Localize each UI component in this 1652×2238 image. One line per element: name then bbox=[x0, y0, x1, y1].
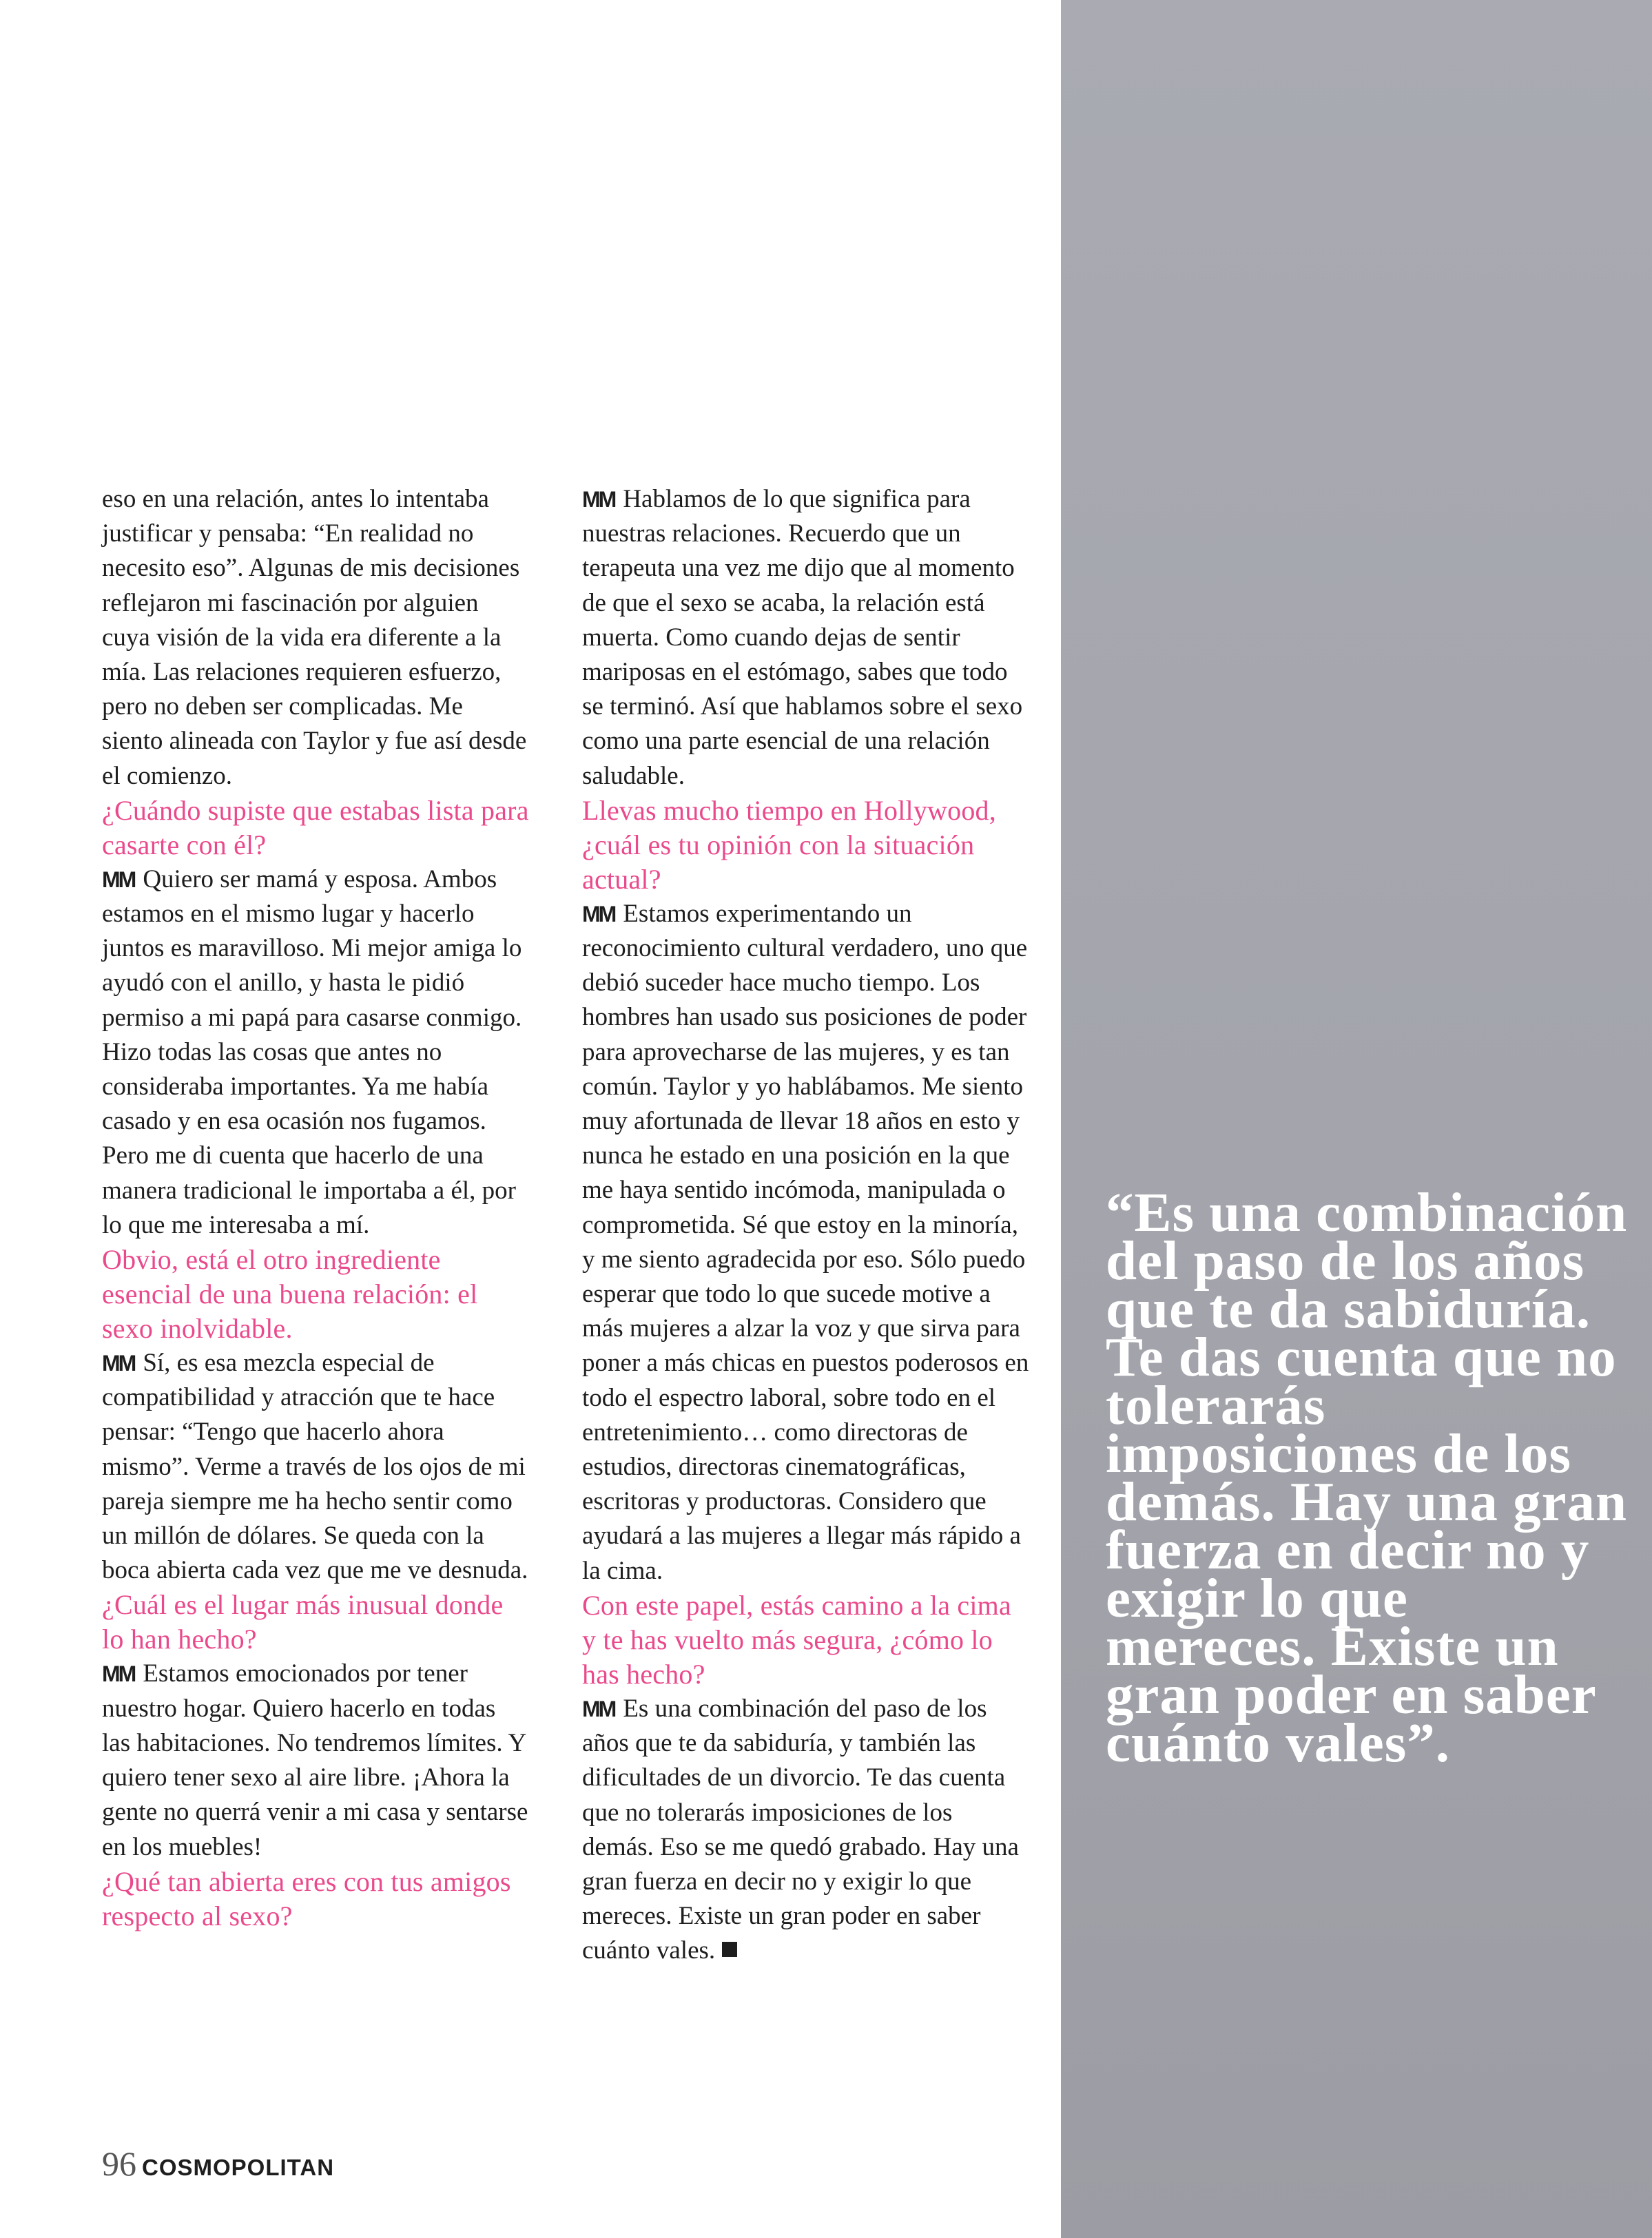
answer-paragraph bbox=[102, 862, 529, 1243]
answer-text: Quiero ser mamá y esposa. Ambos estamos en el mismo lugar y hacerlo juntos es maravilloso. Mi mejor amiga lo ayudó con el anillo, y hasta le pidió permiso a mi papá para casarse conmigo. Hizo todas las cosas que antes no consideraba importantes. Ya me había casado y en esa ocasión nos fugamos. Pero me di cuenta que hacerlo de una manera tradicional le importaba a él, por lo que me interesaba a mí. bbox=[102, 864, 522, 1239]
question-heading: ¿Cuál es el lugar más inusual donde lo han hecho? bbox=[102, 1589, 504, 1655]
pull-quote: “Es una combinación del paso de los años que te da sabiduría. Te das cuenta que no tolerarás imposiciones de los demás. Hay una gran fuerza en decir no y exigir lo que mereces. Existe un gran poder en saber cuánto vales”. bbox=[1106, 1181, 1628, 1774]
magazine-name: COSMOPOLITAN bbox=[142, 2155, 335, 2180]
answer-paragraph bbox=[582, 897, 1030, 1588]
mm-initials-marker: MM bbox=[582, 487, 615, 512]
question-heading: Obvio, está el otro ingrediente esencial de una buena relación: el sexo inolvidable. bbox=[102, 1244, 478, 1345]
answer-text: Estamos emocionados por tener nuestro hogar. Quiero hacerlo en todas las habitaciones. No tendremos límites. Y quiero tener sexo al aire libre. ¡Ahora la gente no querrá venir a mi casa y sentarse en los muebles! bbox=[102, 1659, 528, 1861]
article-column-1 bbox=[102, 482, 529, 1934]
question-heading: Llevas mucho tiempo en Hollywood, ¿cuál es tu opinión con la situación actual? bbox=[582, 794, 996, 895]
answer-paragraph bbox=[102, 1657, 529, 1864]
answer-text: Estamos experimentando un reconocimiento cultural verdadero, uno que debió suceder hace mucho tiempo. Los hombres han usado sus posiciones de poder para aprovecharse de las mujeres, y es tan común. Taylor y yo hablábamos. Me siento muy afortunada de llevar 18 años en esto y nunca he estado en una posición en la que me haya sentido incómoda, manipulada o comprometida. Sé que estoy en la minoría, y me siento agradecida por eso. Sólo puedo esperar que todo lo que sucede motive a más mujeres a alzar la voz y que sirva para poner a más chicas en puestos poderosos en todo el espectro laboral, sobre todo en el entretenimiento… como directoras de estudios, directoras cinematográficas, escritoras y productoras. Considero que ayudará a las mujeres a llegar más rápido a la cima. bbox=[582, 899, 1029, 1585]
answer-paragraph bbox=[582, 1692, 1030, 1969]
mm-initials-marker: MM bbox=[102, 1661, 135, 1687]
answer-paragraph bbox=[582, 482, 1030, 794]
article-column-2 bbox=[582, 482, 1030, 1969]
question-heading: ¿Cuándo supiste que estabas lista para casarte con él? bbox=[102, 794, 529, 860]
mm-initials-marker: MM bbox=[102, 1351, 135, 1376]
end-of-article-square-icon bbox=[722, 1942, 737, 1957]
answer-text: Hablamos de lo que significa para nuestras relaciones. Recuerdo que un terapeuta una vez me dijo que al momento de que el sexo se acaba, la relación está muerta. Como cuando dejas de sentir mariposas en el estómago, sabes que todo se terminó. Así que hablamos sobre el sexo como una parte esencial de una relación saludable. bbox=[582, 485, 1023, 790]
question-heading: ¿Qué tan abierta eres con tus amigos respecto al sexo? bbox=[102, 1865, 511, 1931]
question-heading: Con este papel, estás camino a la cima y te has vuelto más segura, ¿cómo lo has hecho? bbox=[582, 1589, 1011, 1690]
answer-paragraph bbox=[102, 1346, 529, 1588]
body-paragraph: eso en una relación, antes lo intentaba justificar y pensaba: “En realidad no necesito eso”. Algunas de mis decisiones reflejaron mi fascinación por alguien cuya visión de la vida era diferente a la mía. Las relaciones requieren esfuerzo, pero no deben ser complicadas. Me siento alineada con Taylor y fue así desde el comienzo. bbox=[102, 485, 527, 790]
page-footer bbox=[102, 2144, 334, 2185]
answer-text: Es una combinación del paso de los años que te da sabiduría, y también las dificultades de un divorcio. Te das cuenta que no tolerarás imposiciones de los demás. Eso se me quedó grabado. Hay una gran fuerza en decir no y exigir lo que mereces. Existe un gran poder en saber cuánto vales. bbox=[582, 1694, 1019, 1965]
gray-photo-panel bbox=[1061, 0, 1652, 2238]
mm-initials-marker: MM bbox=[102, 867, 135, 892]
mm-initials-marker: MM bbox=[582, 901, 615, 926]
mm-initials-marker: MM bbox=[582, 1696, 615, 1721]
page-number: 96 bbox=[102, 2144, 136, 2183]
answer-text: Sí, es esa mezcla especial de compatibilidad y atracción que te hace pensar: “Tengo que hacerlo ahora mismo”. Verme a través de los ojos de mi pareja siempre me ha hecho sentir como un millón de dólares. Se queda con la boca abierta cada vez que me ve desnuda. bbox=[102, 1349, 528, 1585]
